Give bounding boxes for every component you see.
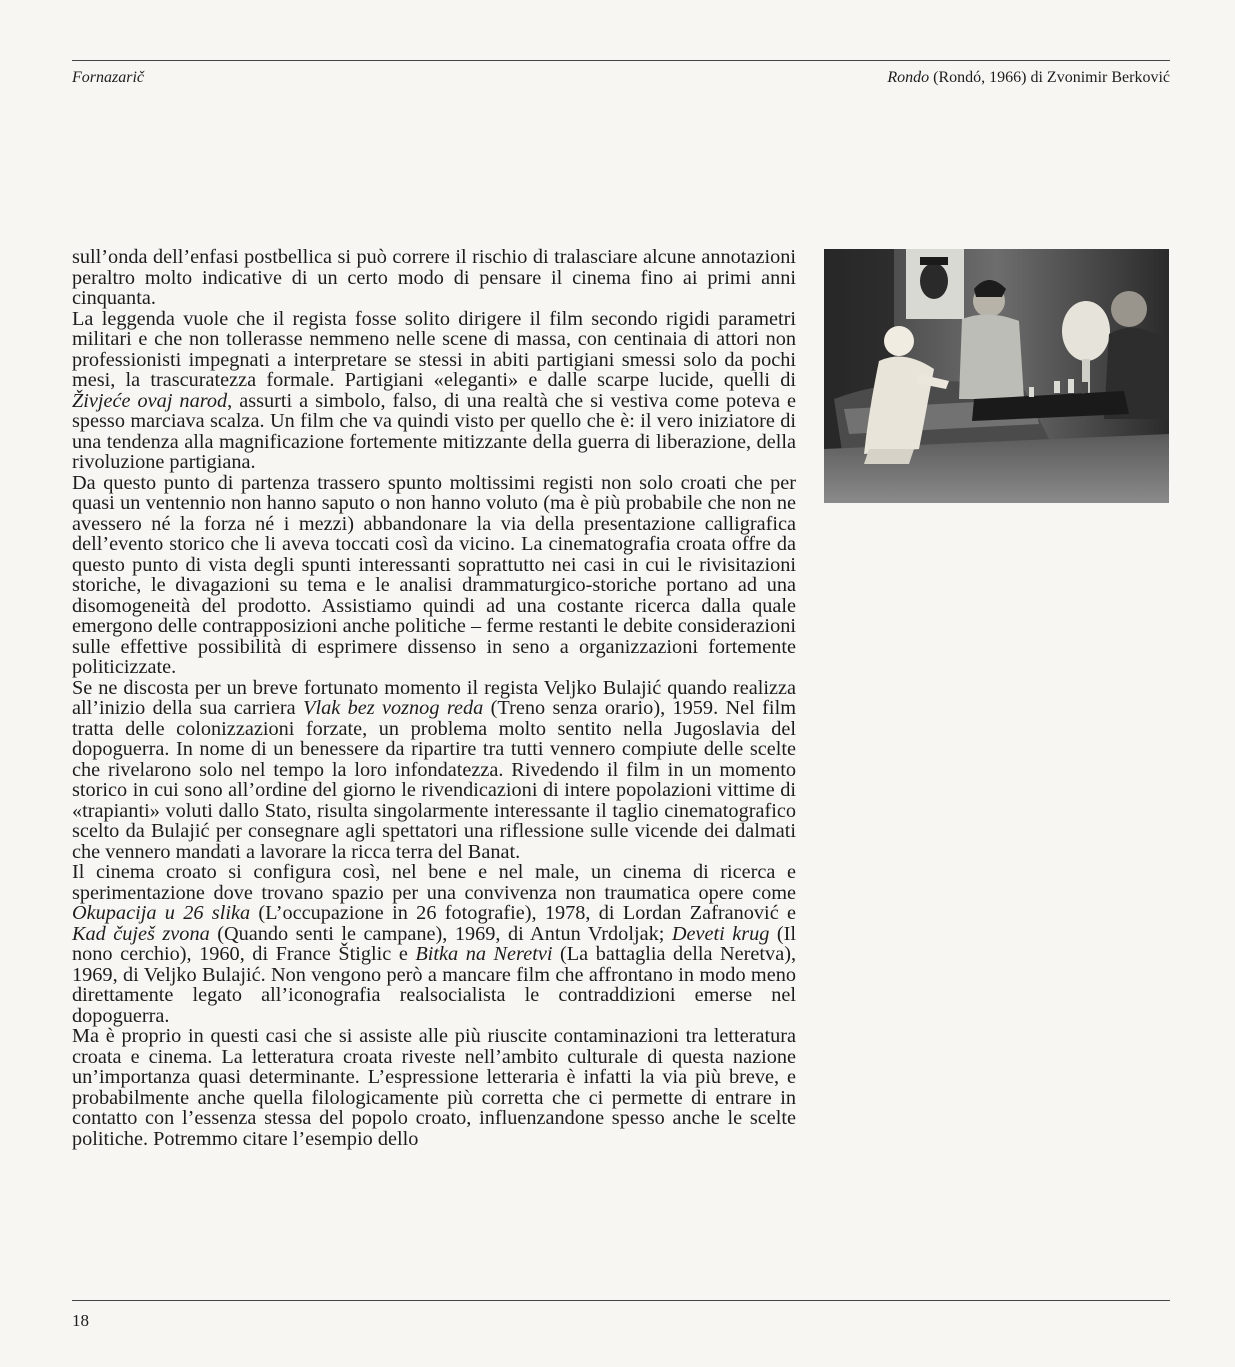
paragraph-5 (72, 862, 796, 1026)
page-footer (72, 1300, 1170, 1330)
paragraph-4 (72, 678, 796, 863)
film-title-kad-cujes: Kad čuješ zvona (72, 922, 210, 945)
header-film-title: Rondo (887, 69, 930, 86)
film-title-zivjece: Živjeće ovaj narod (72, 389, 228, 412)
header-author: Fornazarič (72, 69, 144, 86)
film-title-okupacija: Okupacija u 26 slika (72, 902, 251, 924)
paragraph-2-text-b: , assurti a simbolo, falso, di una realtà che si vestiva come poteva e spesso marciava scalza. Un film che va quindi visto per quello che è: il vero iniziatore di una tendenza alla magnificazione fortemente mitizzante della guerra di liberazione, della rivoluzione partigiana. (72, 389, 796, 473)
paragraph-5-text-c: (Quando senti le campane), 1969, di Antun Vrdoljak; (209, 922, 672, 945)
paragraph-4-text-b: (Treno senza orario), 1959. Nel film tratta delle colonizzazioni forzate, un problema molto sentito nella Jugoslavia del dopoguerra. In nome di un benessere da ripartire tra tutti vennero compiute delle scelte che rivelarono solo nel tempo la loro infondatezza. Rivedendo il film in un momento storico in cui sono all’ordine del giorno le rivendicazioni di intere popolazioni vittime di «trapianti» voluti dallo Stato, risulta singolarmente interessante il taglio cinematografico scelto da Bulajić per consegnare agli spettatori una riflessione sulle vicende dei dalmati che vennero mandati a lavorare la ricca terra del Banat. (72, 697, 796, 863)
paragraph-5-text-b: (L’occupazione in 26 fotografie), 1978, di Lordan Zafranović e (250, 902, 796, 924)
film-title-deveti-krug: Deveti krug (671, 922, 770, 945)
paragraph-2-text-a: La leggenda vuole che il regista fosse solito dirigere il film secondo rigidi parametri militari e che non tollerasse nemmeno nelle scene di massa, con centinaia di attori non professionisti impegnati a interpretare se stessi in abiti partigiani smessi solo da pochi mesi, la trascuratezza formale. Partigiani «eleganti» e dalle scarpe lucide, quelli di (72, 307, 796, 391)
paragraph-5-text-a: Il cinema croato si configura così, nel bene e nel male, un cinema di ricerca e sperimentazione dove trovano spazio per una convivenza non traumatica opere come (72, 861, 796, 904)
paragraph-2 (72, 309, 796, 473)
article-body (72, 247, 796, 1149)
film-title-bitka: Bitka na Neretvi (415, 943, 553, 965)
running-header (72, 60, 1170, 95)
paragraph-5-text-d: (Il nono cerchio), 1960, di France Štiglic e (72, 922, 797, 965)
paragraph-4-text-a: Se ne discosta per un breve fortunato momento il regista Veljko Bulajić quando realizza all’inizio della sua carriera (72, 676, 796, 719)
film-still-photo (824, 249, 1169, 503)
paragraph-6: Ma è proprio in questi casi che si assiste alle più riuscite contaminazioni tra letteratura croata e cinema. La letteratura croata riveste nell’ambito culturale di questa nazione un’importanza quasi determinante. L’espressione letteraria è infatti la via più breve, e probabilmente anche quella filologicamente più corretta che ci permette di entrare in contatto con l’essenza stessa del popolo croato, influenzandone spesso anche le scelte politiche. Potremmo citare l’esempio dello (72, 1025, 796, 1150)
paragraph-1: sull’onda dell’enfasi postbellica si può correre il rischio di tralasciare alcune annotazioni peraltro molto indicative di un certo modo di pensare il cinema fino ai primi anni cinquanta. (72, 246, 796, 309)
header-title (887, 69, 1170, 87)
page-number: 18 (72, 1311, 89, 1330)
photo-illustration (824, 249, 1169, 503)
header-title-rest: (Rondó, 1966) di Zvonimir Berković (929, 69, 1170, 86)
paragraph-5-text-e: (La battaglia della Neretva), 1969, di Veljko Bulajić. Non vengono però a mancare film che affrontano in modo meno direttamente legato all’iconografia realsocialista le contraddizioni emerse nel dopoguerra. (72, 943, 797, 1027)
paragraph-3: Da questo punto di partenza trassero spunto moltissimi registi non solo croati che per quasi un ventennio non hanno saputo o non hanno voluto (ma è più probabile che non ne avessero né la forza né i mezzi) abbandonare la via della presentazione calligrafica dell’evento storico che li aveva toccati così da vicino. La cinematografia croata offre da questo punto di vista degli spunti interessanti soprattutto nei casi in cui le rivisitazioni storiche, le divagazioni su tema e le analisi drammaturgico-storiche portano ad una disomogeneità del prodotto. Assistiamo quindi ad una costante ricerca dalla quale emergono delle contrapposizioni anche politiche – ferme restanti le debite considerazioni sulle effettive possibilità di esprimere dissenso in seno a organizzazioni fortemente politicizzate. (72, 471, 796, 678)
film-title-vlak: Vlak bez voznog reda (303, 697, 484, 719)
